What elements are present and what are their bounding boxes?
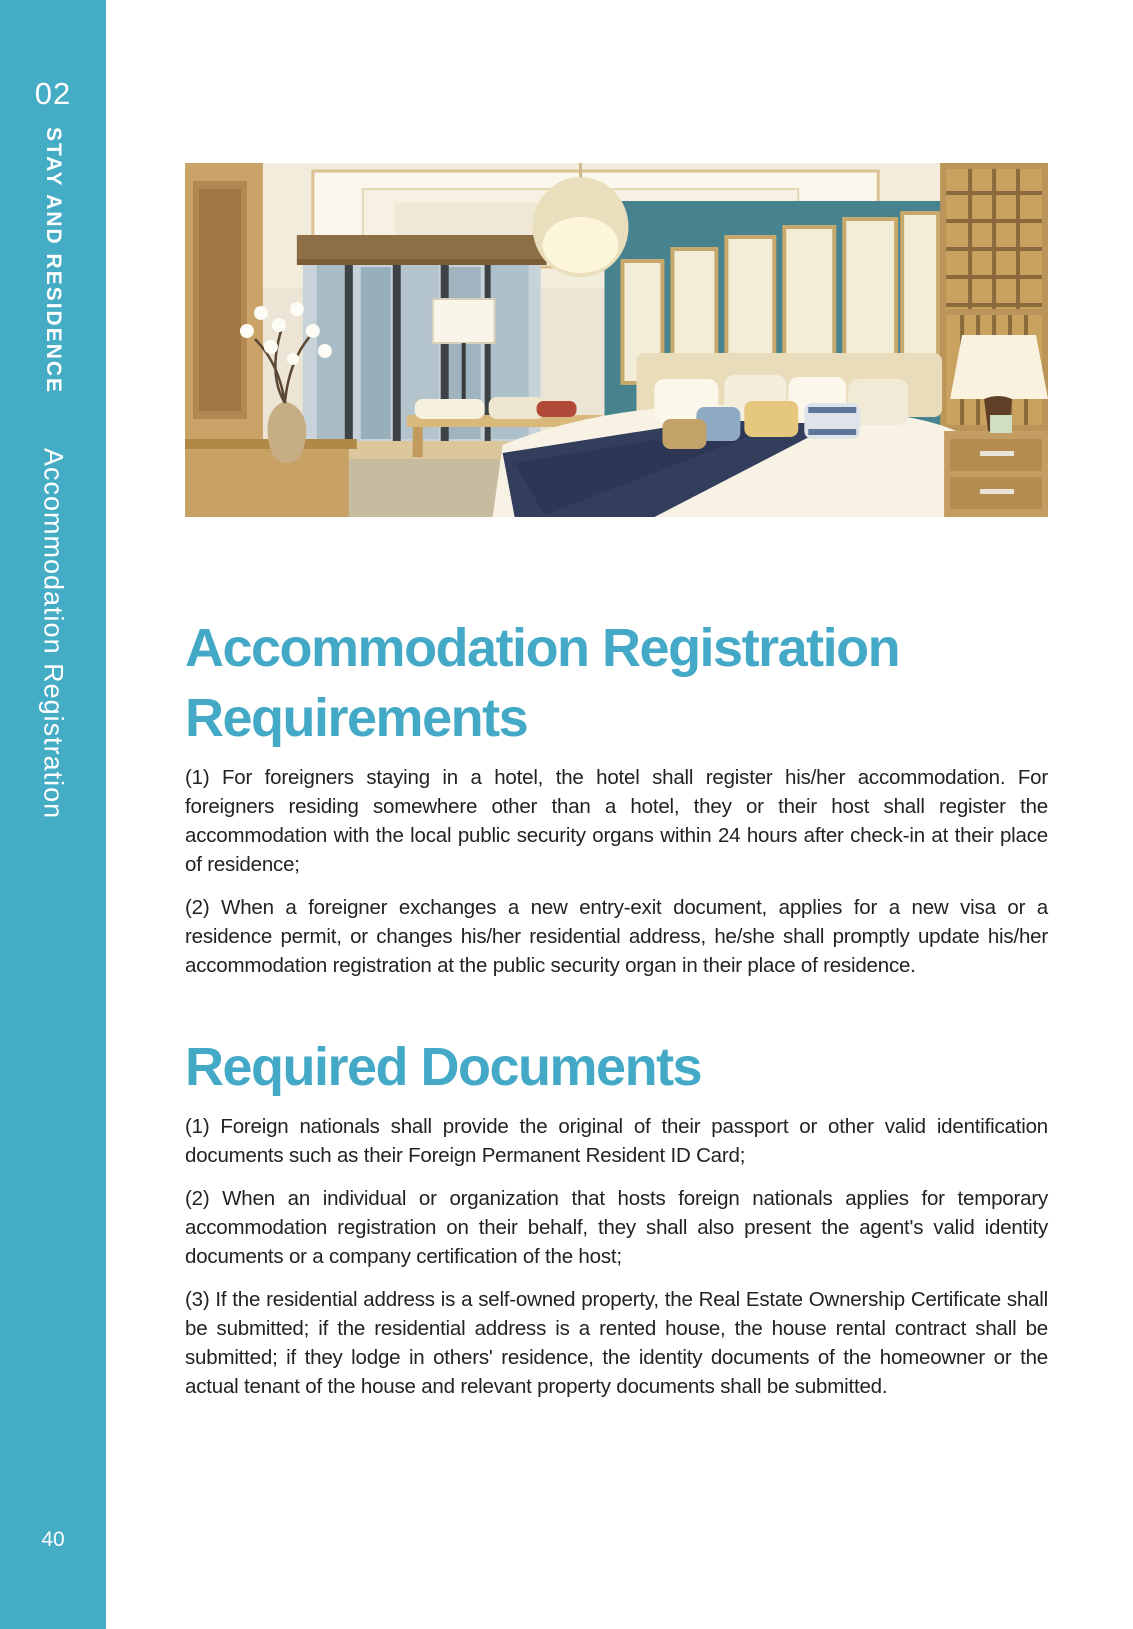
paragraph: (1) Foreign nationals shall provide the original of their passport or other valid identification documents such as their Foreign Permanent Resident ID Card;: [185, 1115, 1048, 1167]
chapter-title: [0, 127, 106, 394]
page-number: 40: [41, 1528, 65, 1551]
paragraph: (1) For foreigners staying in a hotel, the hotel shall register his/her accommodation. For foreigners residing somewhere other than a hotel, they or their host shall register the accommodation with the local public security organs within 24 hours after check-in at their place of residence;: [185, 766, 1048, 876]
hotel-bedroom-photo: [185, 163, 1048, 517]
hotel-bedroom-illustration: [185, 163, 1048, 517]
sidebar: [0, 0, 106, 1629]
sidebar-section-label: [0, 448, 106, 819]
sidebar-section-label-text: Accommodation Registration: [38, 448, 69, 820]
content-column: [185, 0, 1048, 1401]
chapter-number: 02: [34, 76, 72, 111]
paragraph: (2) When a foreigner exchanges a new entry-exit document, applies for a new visa or a residence permit, or changes his/her residential address, he/she shall promptly update his/her accommodation registration at the public security organ in their place of residence.: [185, 896, 1048, 977]
section-heading: Required Documents: [185, 1037, 702, 1097]
section-accommodation-registration-requirements: [185, 613, 1048, 980]
section-heading: Accommodation Registration Requirements: [185, 618, 900, 748]
section-required-documents: [185, 1032, 1048, 1401]
paragraph: (3) If the residential address is a self-owned property, the Real Estate Ownership Certificate shall be submitted; if the residential address is a rented house, the house rental contract shall be submitted; if they lodge in others' residence, the identity documents of the homeowner or the actual tenant of the house and relevant property documents shall be submitted.: [185, 1288, 1048, 1398]
paragraph: (2) When an individual or organization that hosts foreign nationals applies for temporary accommodation registration on their behalf, they shall also present the agent's valid identity documents or a company certification of the host;: [185, 1187, 1048, 1268]
nightstand: [944, 431, 1048, 517]
chapter-title-label: STAY AND RESIDENCE: [42, 127, 65, 395]
